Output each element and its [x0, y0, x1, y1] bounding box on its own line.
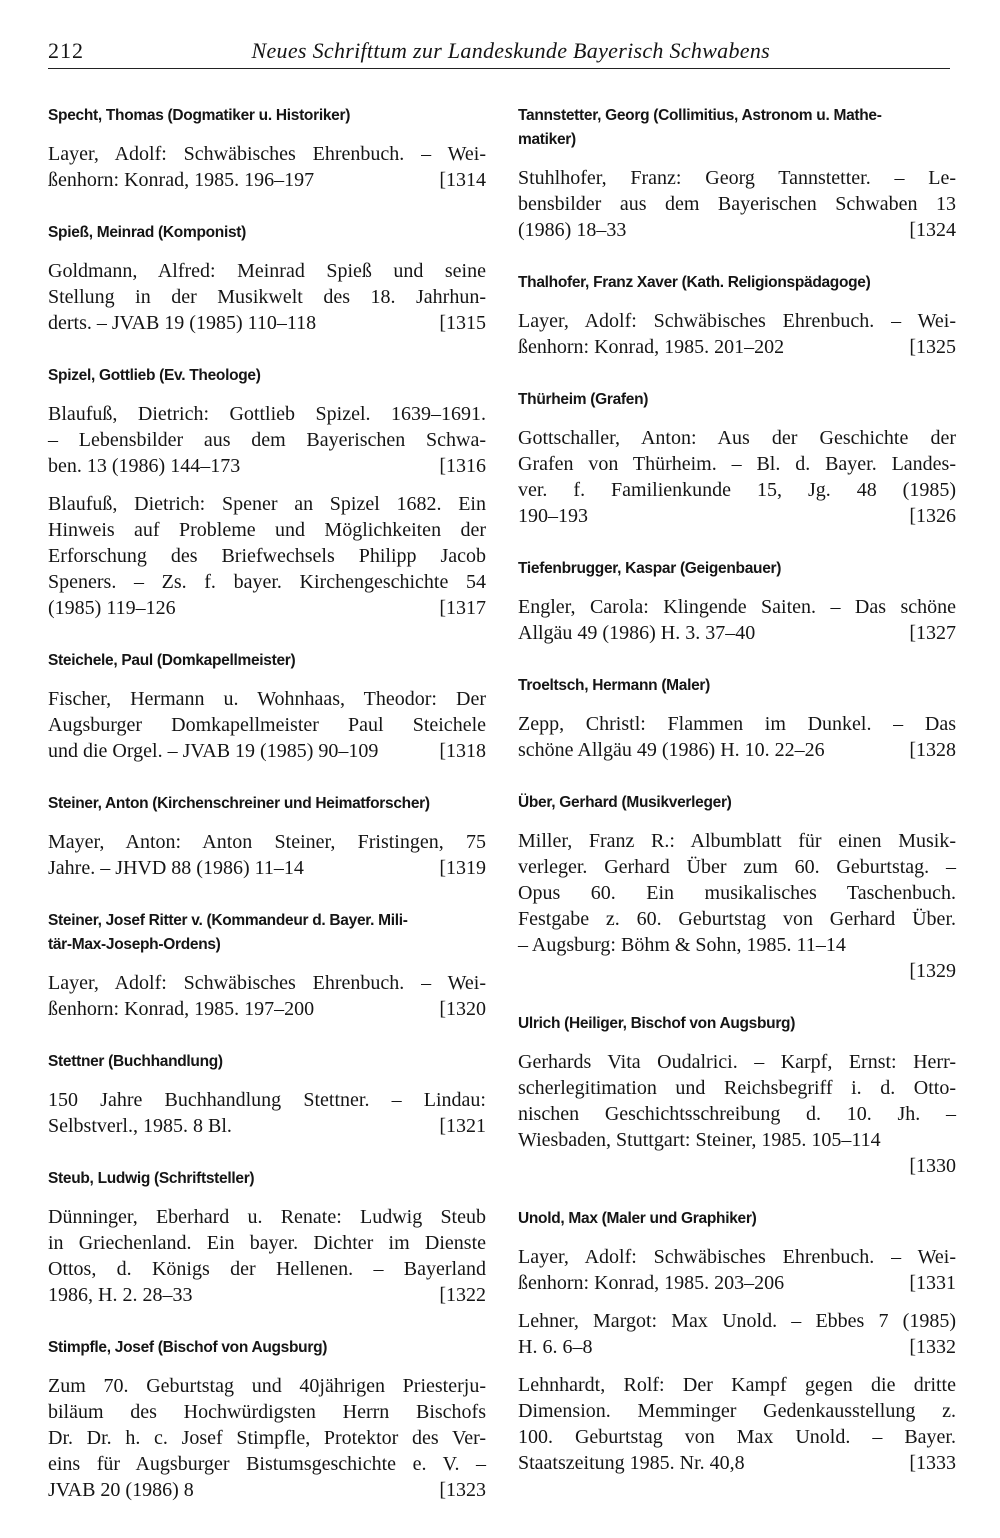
- entry-number: [1329: [909, 960, 956, 982]
- citation-line: Layer, Adolf: Schwäbisches Ehrenbuch. – Wei-: [48, 143, 486, 165]
- citation-line: Zepp, Christl: Flammen im Dunkel. – Das: [518, 713, 956, 735]
- citation: [518, 711, 956, 763]
- citation-line: Augsburger Domkapellmeister Paul Steichele: [48, 714, 486, 736]
- entry-heading: Thürheim (Grafen): [518, 391, 649, 408]
- citation: [518, 425, 956, 529]
- entry-heading: Tiefenbrugger, Kaspar (Geigenbauer): [518, 560, 782, 577]
- entry-heading: Specht, Thomas (Dogmatiker u. Historiker): [48, 107, 351, 124]
- entry-number: [1317: [439, 597, 486, 619]
- bibliography-entry: [518, 791, 956, 984]
- citation-line: Grafen von Thürheim. – Bl. d. Bayer. Landes-: [518, 453, 956, 475]
- citation-last-line: Wiesbaden, Stuttgart: Steiner, 1985. 105–114: [518, 1129, 881, 1151]
- entry-number: [1330: [909, 1155, 956, 1177]
- citation-last-line: [48, 167, 486, 193]
- citation-last-line: [518, 503, 956, 529]
- citation-line: Blaufuß, Dietrich: Spener an Spizel 1682. Ein: [48, 493, 486, 515]
- citation-line: biläum des Hochwürdigsten Herrn Bischofs: [48, 1401, 486, 1423]
- bibliography-entry: [48, 649, 486, 764]
- citation: [518, 165, 956, 243]
- entry-heading: Steichele, Paul (Domkapellmeister): [48, 652, 296, 669]
- citation-text: Jahre. – JHVD 88 (1986) 11–14: [48, 857, 304, 879]
- bibliography-entry: [518, 674, 956, 763]
- citation-line: 100. Geburtstag von Max Unold. – Bayer.: [518, 1426, 956, 1448]
- citation-text: Selbstverl., 1985. 8 Bl.: [48, 1115, 232, 1137]
- citation-line: nischen Geschichtsschreibung d. 10. Jh. –: [518, 1103, 956, 1125]
- citation-text: Staatszeitung 1985. Nr. 40,8: [518, 1452, 745, 1474]
- entry-heading-line: tär-Max-Joseph-Ordens): [48, 936, 221, 953]
- citation-line: bensbilder aus dem Bayerischen Schwaben 13: [518, 193, 956, 215]
- citation-line: Engler, Carola: Klingende Saiten. – Das schöne: [518, 596, 956, 618]
- citation-line: Gerhards Vita Oudalrici. – Karpf, Ernst: Herr-: [518, 1051, 956, 1073]
- entry-heading: Spieß, Meinrad (Komponist): [48, 224, 247, 241]
- bibliography-entry: [48, 104, 486, 193]
- entry-heading: Troeltsch, Hermann (Maler): [518, 677, 711, 694]
- bibliography-entry: [48, 909, 486, 1022]
- citation-line: Dimension. Memminger Gedenkausstellung z.: [518, 1400, 956, 1422]
- page-number: 212: [48, 38, 84, 63]
- citation: [48, 686, 486, 764]
- citation-line: verleger. Gerhard Über zum 60. Geburtstag. –: [518, 856, 956, 878]
- citation-last-line: [518, 1450, 956, 1476]
- entry-number: [1314: [439, 169, 486, 191]
- running-title: Neues Schrifttum zur Landeskunde Bayerisch Schwabens: [251, 38, 770, 63]
- citation-line: Blaufuß, Dietrich: Gottlieb Spizel. 1639–1691.: [48, 403, 486, 425]
- entry-number: [1315: [439, 312, 486, 334]
- citation: [518, 828, 956, 984]
- citation-text: ßenhorn: Konrad, 1985. 196–197: [48, 169, 315, 191]
- entry-number: [1331: [909, 1272, 956, 1294]
- citation-text: ßenhorn: Konrad, 1985. 203–206: [518, 1272, 785, 1294]
- citation-line: Speners. – Zs. f. bayer. Kirchengeschichte 54: [48, 571, 486, 593]
- entry-heading: Spizel, Gottlieb (Ev. Theologe): [48, 367, 261, 384]
- citation-last-line: [518, 737, 956, 763]
- citation-last-line: [48, 855, 486, 881]
- citation-last-line: [48, 1282, 486, 1308]
- citation-last-line: [48, 595, 486, 621]
- citation: [48, 1087, 486, 1139]
- citation-text: 1986, H. 2. 28–33: [48, 1284, 193, 1306]
- citation-last-line: [518, 1334, 956, 1360]
- citation-line: Layer, Adolf: Schwäbisches Ehrenbuch. – Wei-: [48, 972, 486, 994]
- citation-text: ben. 13 (1986) 144–173: [48, 455, 241, 477]
- citation: [518, 1244, 956, 1296]
- citation-line: Lehnhardt, Rolf: Der Kampf gegen die dritte: [518, 1374, 956, 1396]
- bibliography-entry: [518, 1012, 956, 1179]
- entry-number: [1316: [439, 455, 486, 477]
- bibliography-entry: [518, 271, 956, 360]
- left-column: [48, 104, 486, 1531]
- citation-last-line: [518, 217, 956, 243]
- citation: [518, 1372, 956, 1476]
- citation-last-line: – Augsburg: Böhm & Sohn, 1985. 11–14: [518, 934, 846, 956]
- citation-last-line: [48, 1113, 486, 1139]
- citation-line: Layer, Adolf: Schwäbisches Ehrenbuch. – Wei-: [518, 310, 956, 332]
- bibliography-entry: [518, 1207, 956, 1476]
- citation-text: 190–193: [518, 505, 588, 527]
- citation: [518, 1308, 956, 1360]
- entry-number: [1321: [439, 1115, 486, 1137]
- entry-number: [1322: [439, 1284, 486, 1306]
- citation: [48, 970, 486, 1022]
- citation-line: Hinweis auf Probleme und Möglichkeiten der: [48, 519, 486, 541]
- entry-number: [1333: [909, 1452, 956, 1474]
- citation-text: JVAB 20 (1986) 8: [48, 1479, 194, 1501]
- entry-heading-line: Steiner, Josef Ritter v. (Kommandeur d. Bayer. Mili-: [48, 912, 408, 929]
- citation-line: Dr. Dr. h. c. Josef Stimpfle, Protektor des Ver-: [48, 1427, 486, 1449]
- entry-heading-line: matiker): [518, 131, 576, 148]
- entry-number: [1327: [909, 622, 956, 644]
- citation-last-line: [48, 1477, 486, 1503]
- entry-heading: Unold, Max (Maler und Graphiker): [518, 1210, 757, 1227]
- citation-text: ßenhorn: Konrad, 1985. 197–200: [48, 998, 315, 1020]
- entry-number: [1318: [439, 740, 486, 762]
- citation-last-line: [518, 1270, 956, 1296]
- citation-text: (1986) 18–33: [518, 219, 627, 241]
- entry-heading-line: Tannstetter, Georg (Collimitius, Astronom u. Mathe-: [518, 107, 882, 124]
- entry-heading: Steiner, Anton (Kirchenschreiner und Heimatforscher): [48, 795, 430, 812]
- entry-heading: Stimpfle, Josef (Bischof von Augsburg): [48, 1339, 328, 1356]
- citation-line: Lehner, Margot: Max Unold. – Ebbes 7 (1985): [518, 1310, 956, 1332]
- citation-line: Fischer, Hermann u. Wohnhaas, Theodor: Der: [48, 688, 486, 710]
- bibliography-entry: [518, 388, 956, 529]
- citation-line: Opus 60. Ein musikalisches Taschenbuch.: [518, 882, 956, 904]
- citation-line: Gottschaller, Anton: Aus der Geschichte der: [518, 427, 956, 449]
- citation-text: ßenhorn: Konrad, 1985. 201–202: [518, 336, 785, 358]
- citation-line: Layer, Adolf: Schwäbisches Ehrenbuch. – Wei-: [518, 1246, 956, 1268]
- citation: [48, 141, 486, 193]
- bibliography-entry: [518, 104, 956, 243]
- entry-number: [1323: [439, 1479, 486, 1501]
- citation: [48, 491, 486, 621]
- citation-last-line: [48, 453, 486, 479]
- citation: [48, 829, 486, 881]
- entry-number: [1324: [909, 219, 956, 241]
- entry-heading: Stettner (Buchhandlung): [48, 1053, 223, 1070]
- citation: [48, 1373, 486, 1503]
- entry-number: [1320: [439, 998, 486, 1020]
- citation-line: ver. f. Familienkunde 15, Jg. 48 (1985): [518, 479, 956, 501]
- entry-heading: Thalhofer, Franz Xaver (Kath. Religionspädagoge): [518, 274, 871, 291]
- citation-line: scherlegitimation und Reichsbegriff i. d. Otto-: [518, 1077, 956, 1099]
- entry-heading: [48, 909, 486, 957]
- citation-last-line: [518, 620, 956, 646]
- citation: [48, 1204, 486, 1308]
- citation-text: und die Orgel. – JVAB 19 (1985) 90–109: [48, 740, 379, 762]
- citation-line: Ottos, d. Königs der Hellenen. – Bayerland: [48, 1258, 486, 1280]
- citation-last-line: [48, 738, 486, 764]
- entry-number: [1325: [909, 336, 956, 358]
- citation-last-line: [48, 996, 486, 1022]
- entry-number: [1328: [909, 739, 956, 761]
- citation-line: eins für Augsburger Bistumsgeschichte e. V. –: [48, 1453, 486, 1475]
- citation-line: Zum 70. Geburtstag und 40jährigen Priesterju-: [48, 1375, 486, 1397]
- citation-line: – Lebensbilder aus dem Bayerischen Schwa-: [48, 429, 486, 451]
- entry-heading: Über, Gerhard (Musikverleger): [518, 794, 732, 811]
- right-column: [518, 104, 956, 1504]
- citation-text: H. 6. 6–8: [518, 1336, 593, 1358]
- citation-text: (1985) 119–126: [48, 597, 176, 619]
- entry-number: [1319: [439, 857, 486, 879]
- citation-line: Festgabe z. 60. Geburtstag von Gerhard Über.: [518, 908, 956, 930]
- entry-number: [1326: [909, 505, 956, 527]
- bibliography-entry: [48, 1050, 486, 1139]
- citation-text: derts. – JVAB 19 (1985) 110–118: [48, 312, 317, 334]
- citation-line: Mayer, Anton: Anton Steiner, Fristingen, 75: [48, 831, 486, 853]
- citation-last-line: [48, 310, 486, 336]
- citation-line: Erforschung des Briefwechsels Philipp Jacob: [48, 545, 486, 567]
- citation-line: Goldmann, Alfred: Meinrad Spieß und seine: [48, 260, 486, 282]
- bibliography-entry: [48, 792, 486, 881]
- citation: [48, 258, 486, 336]
- citation: [518, 308, 956, 360]
- citation-line: Dünninger, Eberhard u. Renate: Ludwig Steub: [48, 1206, 486, 1228]
- citation: [518, 1049, 956, 1179]
- entry-heading: Steub, Ludwig (Schriftsteller): [48, 1170, 255, 1187]
- citation-last-line: [518, 334, 956, 360]
- entry-heading: Ulrich (Heiliger, Bischof von Augsburg): [518, 1015, 796, 1032]
- bibliography-entry: [518, 557, 956, 646]
- entry-heading: [518, 104, 956, 152]
- citation-text: Allgäu 49 (1986) H. 3. 37–40: [518, 622, 756, 644]
- citation-line: in Griechenland. Ein bayer. Dichter im Dienste: [48, 1232, 486, 1254]
- bibliography-entry: [48, 1167, 486, 1308]
- bibliography-entry: [48, 1336, 486, 1503]
- citation: [48, 401, 486, 479]
- citation-line: Miller, Franz R.: Albumblatt für einen Musik-: [518, 830, 956, 852]
- citation-text: schöne Allgäu 49 (1986) H. 10. 22–26: [518, 739, 825, 761]
- citation-line: Stuhlhofer, Franz: Georg Tannstetter. – Le-: [518, 167, 956, 189]
- entry-number: [1332: [909, 1336, 956, 1358]
- citation: [518, 594, 956, 646]
- page-header: [48, 34, 950, 69]
- bibliography-entry: [48, 221, 486, 336]
- citation-line: Stellung in der Musikwelt des 18. Jahrhun-: [48, 286, 486, 308]
- bibliography-entry: [48, 364, 486, 621]
- citation-line: 150 Jahre Buchhandlung Stettner. – Lindau:: [48, 1089, 486, 1111]
